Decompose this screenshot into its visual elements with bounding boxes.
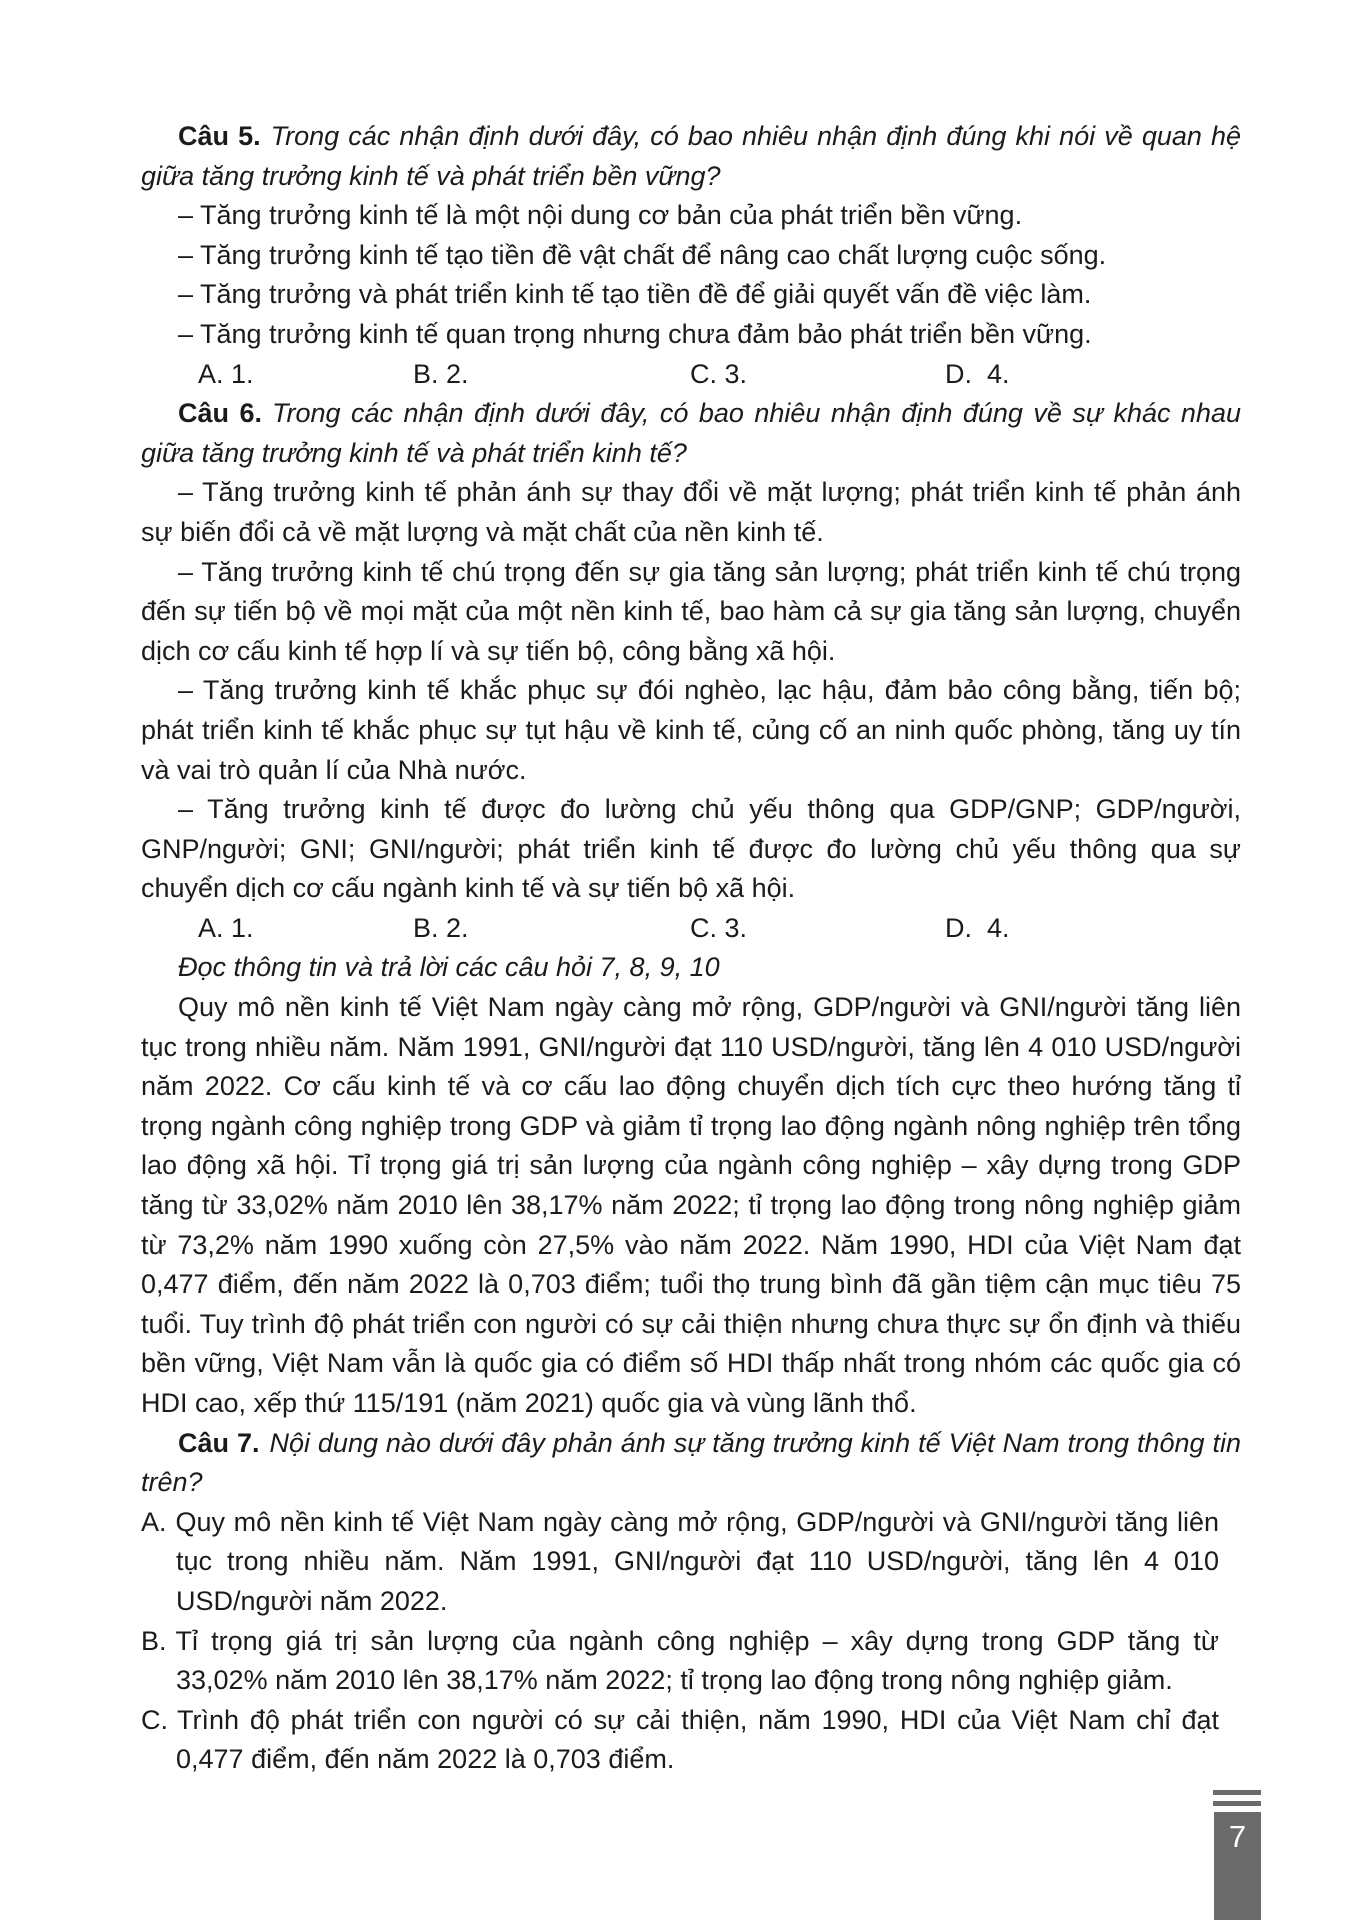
option-b: B. 2.: [413, 912, 469, 943]
question-7-choice-b: [141, 1622, 1219, 1701]
option-a: A. 1.: [198, 358, 254, 389]
question-5-stem: Trong các nhận định dưới đây, có bao nhiêu nhận định đúng khi nói về quan hệ giữa tăng trưởng kinh tế và phát triển bền vững?: [141, 121, 1241, 191]
question-6-statement: – Tăng trưởng kinh tế chú trọng đến sự gia tăng sản lượng; phát triển kinh tế chú trọng đến sự tiến bộ về mọi mặt của một nền kinh tế, bao hàm cả sự gia tăng sản lượng, chuyển dịch cơ cấu kinh tế hợp lí và sự tiến bộ, công bằng xã hội.: [141, 556, 1241, 666]
page-tab-line: [1213, 1790, 1261, 1795]
question-5-options: [198, 355, 1241, 395]
question-6-stem: Trong các nhận định dưới đây, có bao nhiêu nhận định đúng về sự khác nhau giữa tăng trưởng kinh tế và phát triển kinh tế?: [141, 398, 1241, 468]
choice-letter: B.: [141, 1625, 167, 1656]
question-6-statement: – Tăng trưởng kinh tế phản ánh sự thay đổi về mặt lượng; phát triển kinh tế phản ánh sự biến đổi cả về mặt lượng và mặt chất của nền kinh tế.: [141, 477, 1241, 547]
question-5: [141, 117, 1241, 196]
question-7-label: Câu 7.: [178, 1427, 260, 1458]
option-d: D. 4.: [945, 358, 1010, 389]
question-7: [141, 1424, 1241, 1503]
question-5-statement: – Tăng trưởng và phát triển kinh tế tạo tiền đề để giải quyết vấn đề việc làm.: [178, 279, 1092, 310]
choice-text: Trình độ phát triển con người có sự cải thiện, năm 1990, HDI của Việt Nam chỉ đạt 0,477 điểm, đến năm 2022 là 0,703 điểm.: [176, 1704, 1219, 1775]
question-5-statement: – Tăng trưởng kinh tế là một nội dung cơ bản của phát triển bền vững.: [178, 200, 1023, 231]
question-6-label: Câu 6.: [178, 398, 262, 429]
question-6-statement: – Tăng trưởng kinh tế khắc phục sự đói nghèo, lạc hậu, đảm bảo công bằng, tiến bộ; phát triển kinh tế khắc phục sự tụt hậu về kinh tế, củng cố an ninh quốc phòng, tăng uy tín và vai trò quản lí của Nhà nước.: [141, 675, 1241, 785]
question-7-stem: Nội dung nào dưới đây phản ánh sự tăng trưởng kinh tế Việt Nam trong thông tin trên?: [141, 1427, 1242, 1498]
page-number-tab: [1214, 1812, 1261, 1920]
option-c: C. 3.: [690, 912, 748, 943]
option-c: C. 3.: [690, 358, 748, 389]
reading-instruction: Đọc thông tin và trả lời các câu hỏi 7, 8, 9, 10: [178, 952, 720, 983]
question-6: [141, 394, 1241, 473]
page-number: 7: [1228, 1819, 1247, 1854]
page-content: [141, 117, 1241, 1780]
question-7-choice-a: [141, 1503, 1219, 1622]
question-5-statement: – Tăng trưởng kinh tế tạo tiền đề vật chất để nâng cao chất lượng cuộc sống.: [178, 239, 1107, 270]
question-6-options: [198, 909, 1241, 949]
choice-text: Quy mô nền kinh tế Việt Nam ngày càng mở rộng, GDP/người và GNI/người tăng liên tục trong nhiều năm. Năm 1991, GNI/người đạt 110 USD/người, tăng lên 4 010 USD/người năm 2022.: [175, 1506, 1219, 1616]
choice-letter: C.: [141, 1704, 168, 1735]
question-6-statement: – Tăng trưởng kinh tế được đo lường chủ yếu thông qua GDP/GNP; GDP/người, GNP/người; GNI; GNI/người; phát triển kinh tế được đo lường chủ yếu thông qua sự chuyển dịch cơ cấu ngành kinh tế và sự tiến bộ xã hội.: [141, 794, 1241, 904]
choice-text: Tỉ trọng giá trị sản lượng của ngành công nghiệp – xây dựng trong GDP tăng từ 33,02% năm 2010 lên 38,17% năm 2022; tỉ trọng lao động trong nông nghiệp giảm.: [175, 1625, 1219, 1696]
option-a: A. 1.: [198, 912, 254, 943]
question-5-statement: – Tăng trưởng kinh tế quan trọng nhưng chưa đảm bảo phát triển bền vững.: [178, 318, 1092, 349]
question-7-choice-c: [141, 1701, 1219, 1780]
choice-letter: A.: [141, 1506, 167, 1537]
question-5-label: Câu 5.: [178, 121, 261, 151]
reading-passage: Quy mô nền kinh tế Việt Nam ngày càng mở rộng, GDP/người và GNI/người tăng liên tục trong nhiều năm. Năm 1991, GNI/người đạt 110 USD/người, tăng lên 4 010 USD/người năm 2022. Cơ cấu kinh tế và cơ cấu lao động chuyển dịch tích cực theo hướng tăng tỉ trọng ngành công nghiệp trong GDP và giảm tỉ trọng lao động ngành nông nghiệp trên tổng lao động xã hội. Tỉ trọng giá trị sản lượng của ngành công nghiệp – xây dựng trong GDP tăng từ 33,02% năm 2010 lên 38,17% năm 2022; tỉ trọng lao động trong nông nghiệp giảm từ 73,2% năm 1990 xuống còn 27,5% vào năm 2022. Năm 1990, HDI của Việt Nam đạt 0,477 điểm, đến năm 2022 là 0,703 điểm; tuổi thọ trung bình đã gần tiệm cận mục tiêu 75 tuổi. Tuy trình độ phát triển con người có sự cải thiện nhưng chưa thực sự ổn định và thiếu bền vững, Việt Nam vẫn là quốc gia có điểm số HDI thấp nhất trong nhóm các quốc gia có HDI cao, xếp thứ 115/191 (năm 2021) quốc gia và vùng lãnh thổ.: [141, 992, 1241, 1418]
page-tab-line: [1213, 1801, 1261, 1806]
option-b: B. 2.: [413, 358, 469, 389]
option-d: D. 4.: [945, 912, 1010, 943]
